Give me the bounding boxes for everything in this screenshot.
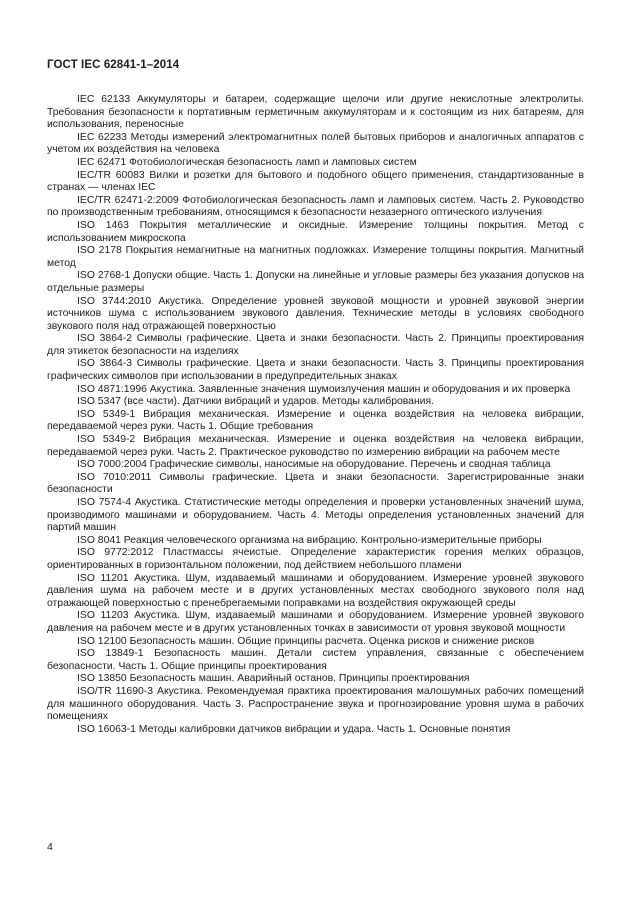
reference-entry: ISO 11201 Акустика. Шум, издаваемый машинами и оборудованием. Измерение уровней звукового давления шума на рабочем месте и в других установленных местах свободного звукового поля над отражающей поверхностью с пренебрегаемыми поправками на воздействия окружающей среды bbox=[47, 572, 584, 609]
reference-entry: IEC/TR 60083 Вилки и розетки для бытового и подобного общего применения, стандартизованные в странах — членах IEC bbox=[47, 169, 584, 194]
reference-entry: ISO 5349-1 Вибрация механическая. Измерение и оценка воздействия на человека вибрации, передаваемой через руки. Часть 1. Общие требования bbox=[47, 408, 584, 433]
reference-entry: ISO 12100 Безопасность машин. Общие принципы расчета. Оценка рисков и снижение рисков bbox=[77, 635, 535, 647]
reference-entry: ISO 2768-1 Допуски общие. Часть 1. Допуски на линейные и угловые размеры без указания допусков на отдельные размеры bbox=[47, 270, 584, 294]
reference-entry: ISO 7574-4 Акустика. Статистические методы определения и проверки установленных значений шума, производимого машинами и оборудованием. Часть 4. Методы определения установленных значений для партий машин bbox=[47, 497, 584, 534]
reference-entry: ISO 13850 Безопасность машин. Аварийный останов. Принципы проектирования bbox=[77, 673, 470, 685]
normative-references-list bbox=[47, 94, 584, 736]
reference-entry: ISO 11203 Акустика. Шум, издаваемый машинами и оборудованием. Измерение уровней звукового давления на рабочем месте и в других установленных точках в зависимости от уровня звуковой мощности bbox=[47, 610, 584, 634]
document-header: ГОСТ IEC 62841-1–2014 bbox=[47, 59, 180, 71]
reference-entry: ISO 13849-1 Безопасность машин. Детали систем управления, связанные с обеспечением безопасности. Часть 1. Общие принципы проектирования bbox=[47, 648, 584, 672]
reference-entry: ISO 2178 Покрытия немагнитные на магнитных подложках. Измерение толщины покрытия. Магнитный метод bbox=[47, 245, 584, 269]
reference-entry: ISO/TR 11690-3 Акустика. Рекомендуемая практика проектирования малошумных рабочих помещений для машинного оборудования. Часть 3. Распространение звука и прогнозирование уровня шума в рабочих помещениях bbox=[47, 685, 584, 723]
reference-entry: ISO 3864-2 Символы графические. Цвета и знаки безопасности. Часть 2. Принципы проектирования для этикеток безопасности на изделиях bbox=[47, 333, 584, 357]
reference-entry: ISO 1463 Покрытия металлические и оксидные. Измерение толщины покрытия. Метод с использованием микроскопа bbox=[47, 219, 584, 244]
reference-entry: IEC 62233 Методы измерений электромагнитных полей бытовых приборов и аналогичных аппаратов с учетом их воздействия на человека bbox=[47, 131, 584, 156]
reference-entry: IEC/TR 62471-2:2009 Фотобиологическая безопасность ламп и ламповых систем. Часть 2. Руководство по производственным требованиям, относящимся к безопасности незазерного оптического излучения bbox=[47, 194, 584, 219]
reference-entry: ISO 16063-1 Методы калибровки датчиков вибрации и удара. Часть 1. Основные понятия bbox=[77, 723, 511, 735]
reference-entry: ISO 3744:2010 Акустика. Определение уровней звуковой мощности и уровней звуковой энергии источников шума с использованием звукового давления. Технические методы в условиях свободного звукового поля над отражающей поверхностью bbox=[47, 295, 584, 332]
reference-entry: ISO 5347 (все части). Датчики вибраций и ударов. Методы калибрования. bbox=[77, 396, 434, 408]
reference-entry: ISO 3864-3 Символы графические. Цвета и знаки безопасности. Часть 3. Принципы проектирования графических символов при использовании в предупредительных знаках bbox=[47, 358, 584, 383]
reference-entry: ISO 5349-2 Вибрация механическая. Измерение и оценка воздействия на человека вибрации, передаваемой через руки. Часть 2. Практическое руководство по измерению вибрации на рабочем месте bbox=[47, 434, 584, 458]
reference-entry: IEC 62133 Аккумуляторы и батареи, содержащие щелочи или другие некислотные электролиты. Требования безопасности к портативным герметичным аккумуляторам и к состоящим из них батареям, для использования, переносные bbox=[47, 94, 584, 131]
reference-entry: ISO 8041 Реакция человеческого организма на вибрацию. Контрольно-измерительные приборы bbox=[77, 534, 542, 546]
reference-entry: IEC 62471 Фотобиологическая безопасность ламп и ламповых систем bbox=[77, 156, 417, 168]
reference-entry: ISO 7010:2011 Символы графические. Цвета и знаки безопасности. Зарегистрированные знаки безопасности bbox=[47, 471, 584, 496]
reference-entry: ISO 4871:1996 Акустика. Заявленные значения шумоизлучения машин и оборудования и их проверка bbox=[77, 383, 571, 395]
page-number: 4 bbox=[47, 841, 53, 853]
reference-entry: ISO 7000:2004 Графические символы, наносимые на оборудование. Перечень и сводная таблица bbox=[77, 459, 551, 471]
reference-entry: ISO 9772:2012 Пластмассы ячеистые. Определение характеристик горения мелких образцов, ориентированных в горизонтальном положении, под действием небольшого пламени bbox=[47, 547, 584, 571]
